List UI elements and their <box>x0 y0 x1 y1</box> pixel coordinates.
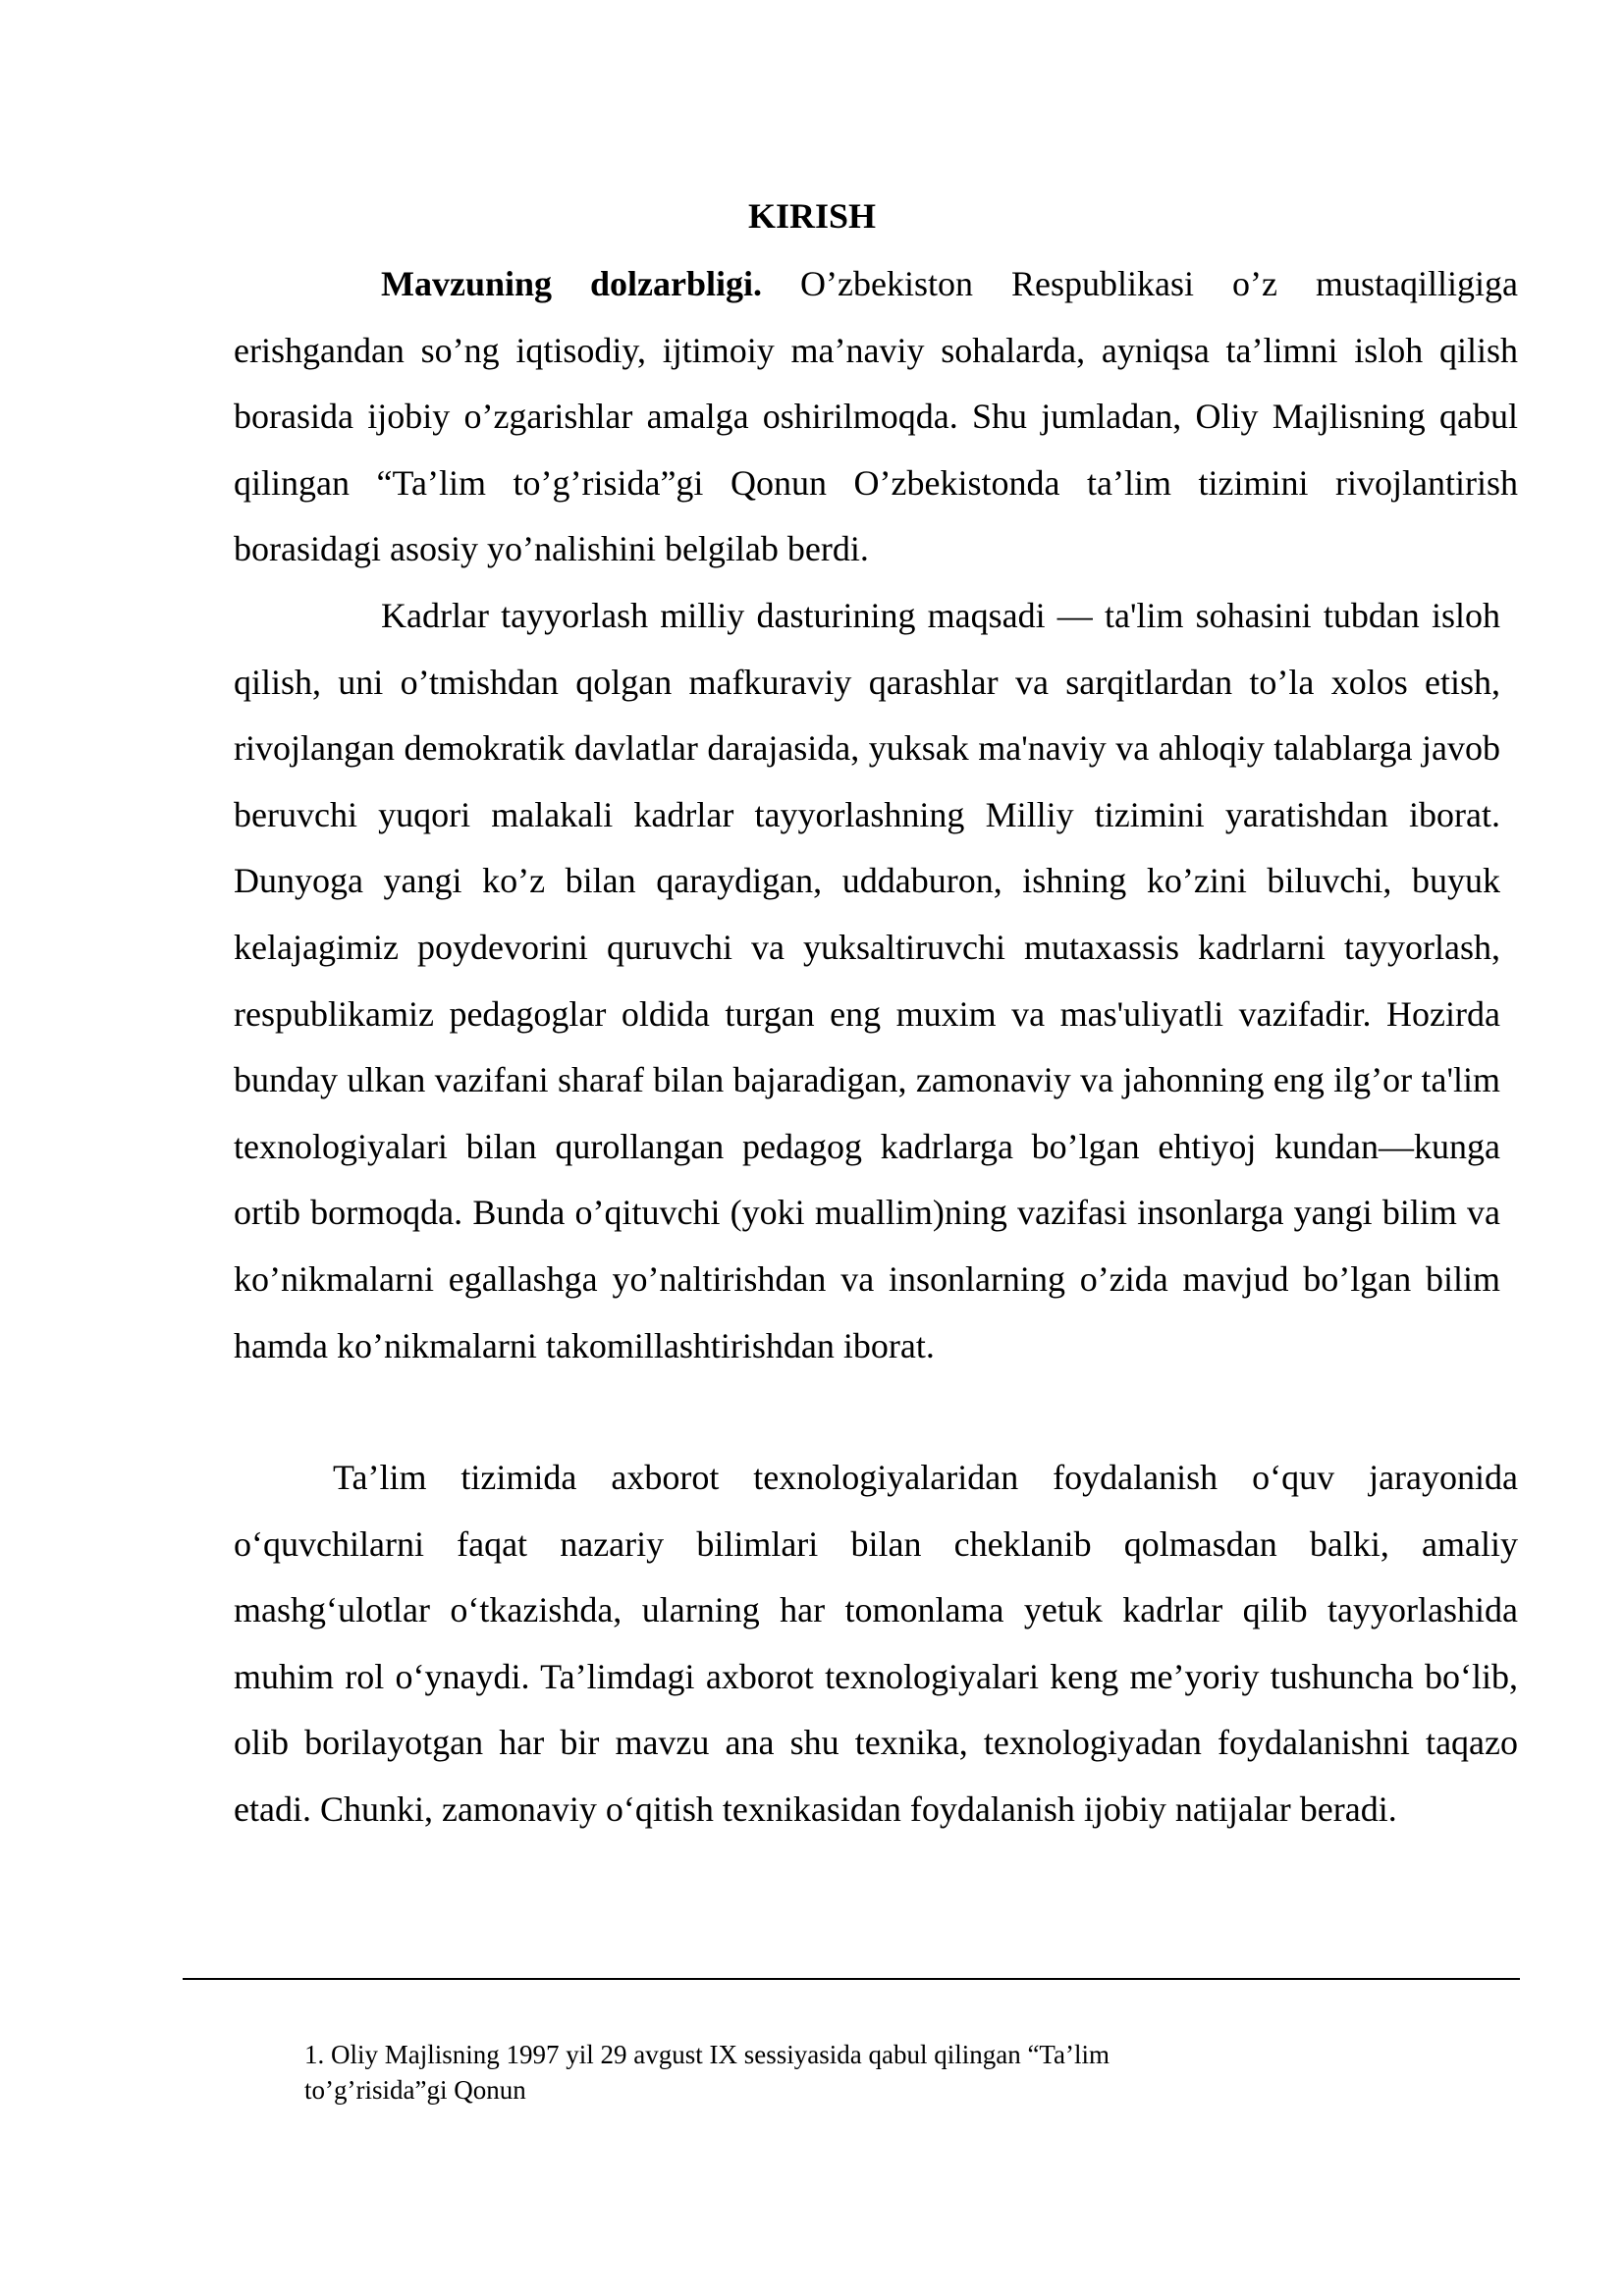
paragraph-relevance-text: O’zbekiston Respublikasi o’z mustaqilligiga erishgandan so’ng iqtisodiy, ijtimoiy ma’naviy sohalarda, ayniqsa ta’limni isloh qilish borasida ijobiy o’zgarishlar amalga oshirilmoqda. Shu jumladan, Oliy Majlisning qabul qilingan “Ta’lim to’g’risida”gi Qonun O’zbekistonda ta’lim tizimini rivojlantirish borasidagi asosiy yo’nalishini belgilab berdi. <box>234 264 1518 569</box>
footnote: 1. Oliy Majlisning 1997 yil 29 avgust IX sessiyasida qabul qilingan “Ta’lim to’g’risida”gi Qonun <box>304 2040 1110 2105</box>
paragraph-program-goal: Kadrlar tayyorlash milliy dasturining maqsadi — ta'lim sohasini tubdan isloh qilish, uni o’tmishdan qolgan mafkuraviy qarashlar va sarqitlardan to’la xolos etish, rivojlangan demokratik davlatlar darajasida, yuksak ma'naviy va ahloqiy talablarga javob beruvchi yuqori malakali kadrlar tayyorlashning Milliy tizimini yaratishdan iborat. Dunyoga yangi ko’z bilan qaraydigan, uddaburon, ishning ko’zini biluvchi, buyuk kelajagimiz poydevorini quruvchi va yuksaltiruvchi mutaxassis kadrlarni tayyorlash, respublikamiz pedagoglar oldida turgan eng muxim va mas'uliyatli vazifadir. Hozirda bunday ulkan vazifani sharaf bilan bajaradigan, zamonaviy va jahonning eng ilg’or ta'lim texnologiyalari bilan qurollangan pedagog kadrlarga bo’lgan ehtiyoj kundan—kunga ortib bormoqda. Bunda o’qituvchi (yoki muallim)ning vazifasi insonlarga yangi bilim va ko’nikmalarni egallashga yo’naltirishdan va insonlarning o’zida mavjud bo’lgan bilim hamda ko’nikmalarni takomillashtirishdan iborat. <box>234 596 1500 1365</box>
footnote-separator <box>183 1978 1520 1980</box>
section-heading: KIRISH <box>747 196 877 236</box>
paragraph-lead: Mavzuning dolzarbligi. <box>381 264 763 303</box>
paragraph-relevance <box>234 251 1518 583</box>
paragraph-information-technology: Ta’lim tizimida axborot texnologiyalaridan foydalanish o‘quv jarayonida o‘quvchilarni faqat nazariy bilimlari bilan cheklanib qolmasdan balki, amaliy mashg‘ulotlar o‘tkazishda, ularning har tomonlama yetuk kadrlar qilib tayyorlashida muhim rol o‘ynaydi. Ta’limdagi axborot texnologiyalari keng me’yoriy tushuncha bo‘lib, olib borilayotgan har bir mavzu ana shu texnika, texnologiyadan foydalanishni taqazo etadi. Chunki, zamonaviy o‘qitish texnikasidan foydalanish ijobiy natijalar beradi. <box>234 1458 1518 1829</box>
